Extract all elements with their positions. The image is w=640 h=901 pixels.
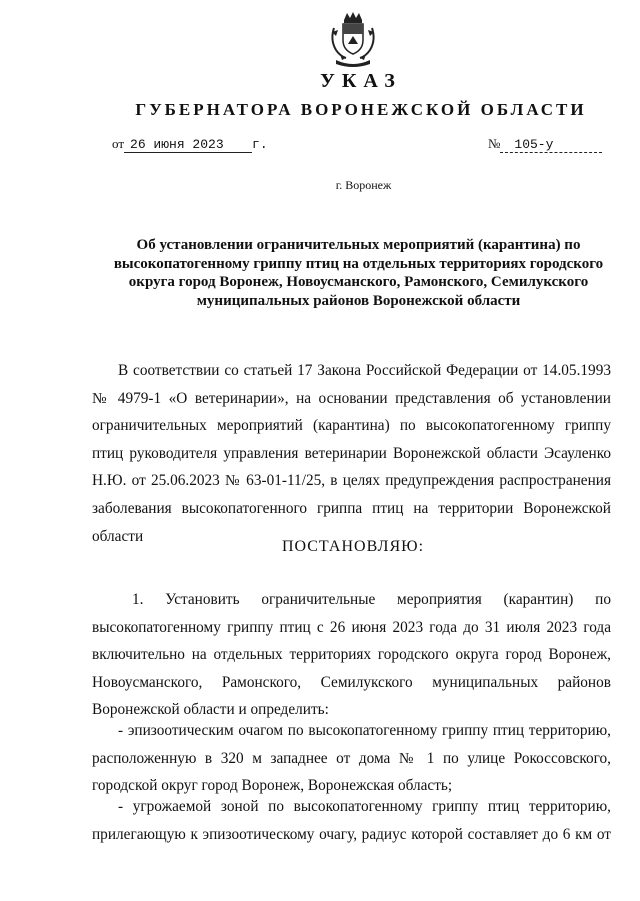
bullet-epizootic-focus: - эпизоотическим очагом по высокопатогенному гриппу птиц территорию, расположенную в 320 м западнее от дома № 1 по улице Рокоссовского, городской округ город Воронеж, Воронежская область; <box>92 722 611 795</box>
coat-of-arms-icon <box>326 10 380 70</box>
date-line <box>112 136 268 153</box>
number-prefix: № <box>488 136 501 151</box>
document-heading: Об установлении ограничительных мероприятий (карантина) по высокопатогенному гриппу птиц на отдельных территориях городского округа город Воронеж, Новоусманского, Рамонского, Семилукского муниципальных районов Воронежской области <box>113 237 604 309</box>
decree-word: ПОСТАНОВЛЯЮ: <box>281 538 425 555</box>
item-1-paragraph: 1. Установить ограничительные мероприятия (карантин) по высокопатогенному гриппу птиц с 26 июня 2023 года до 31 июля 2023 года включительно на отдельных территориях городского округа город Воронеж, Новоусманского, Рамонского, Семилукского муниципальных районов Воронежской области и определить: <box>92 591 611 719</box>
date-suffix: г. <box>252 137 268 152</box>
document-number: 105-у <box>500 137 602 153</box>
city: г. Воронеж <box>335 178 392 192</box>
document-date: 26 июня 2023 <box>124 137 252 153</box>
document-subtitle: ГУБЕРНАТОРА ВОРОНЕЖСКОЙ ОБЛАСТИ <box>135 100 587 119</box>
number-line <box>488 136 602 153</box>
preamble-paragraph: В соответствии со статьей 17 Закона Российской Федерации от 14.05.1993 № 4979-1 «О ветеринарии», на основании представления об установлении ограничительных мероприятий (карантина) по высокопатогенному гриппу птиц руководителя управления ветеринарии Воронежской области Эсауленко Н.Ю. от 25.06.2023 № 63-01-11/25, в целях предупреждения распространения заболевания высокопатогенного гриппа птиц на территории Воронежской области <box>92 362 611 545</box>
date-prefix: от <box>112 136 125 151</box>
bullet-threatened-zone: - угрожаемой зоной по высокопатогенному гриппу птиц территорию, прилегающую к эпизоотическому очагу, радиус которой составляет до 6 км от <box>92 798 611 843</box>
document-title: УКАЗ <box>320 70 402 92</box>
